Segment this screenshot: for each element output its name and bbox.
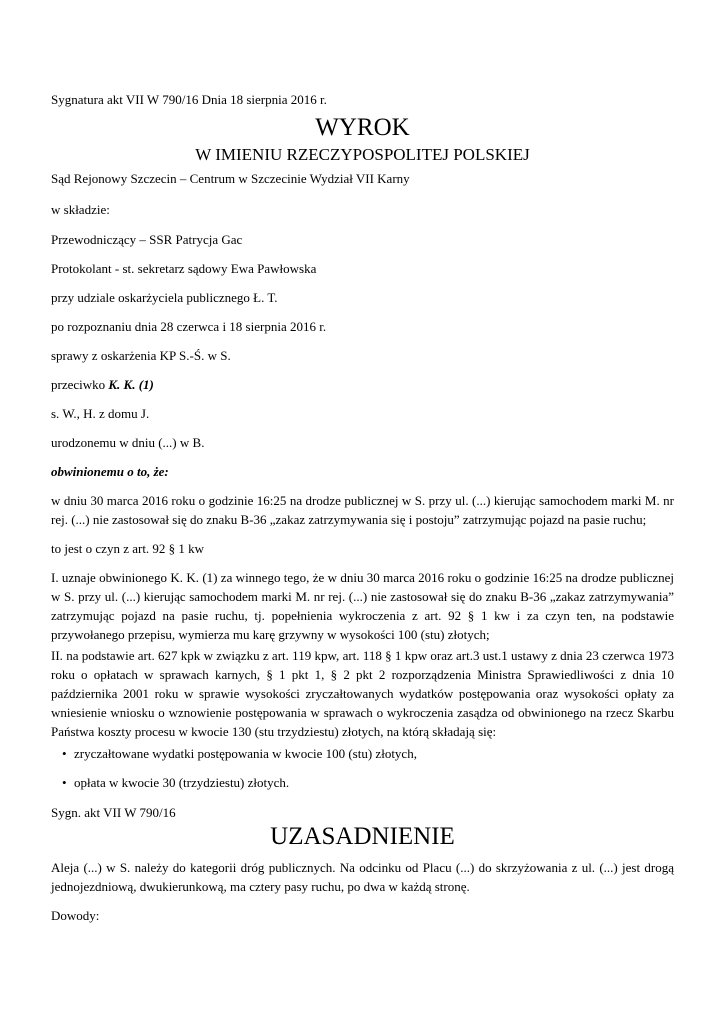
- hearing-line: po rozpoznaniu dnia 28 czerwca i 18 sierpnia 2016 r.: [51, 319, 327, 334]
- justification-case-no: Sygn. akt VII W 790/16: [51, 805, 176, 820]
- parents-line: s. W., H. z domu J.: [51, 406, 150, 421]
- cost-bullet-2: [62, 773, 289, 792]
- signature-line: Sygnatura akt VII W 790/16 Dnia 18 sierpnia 2016 r.: [51, 92, 327, 107]
- charged-label: obwinionemu o to, że:: [51, 464, 169, 479]
- prosecutor-line: przy udziale oskarżyciela publicznego Ł. T.: [51, 290, 278, 305]
- evidence-label: Dowody:: [51, 908, 100, 923]
- verdict-subtitle: W IMIENIU RZECZYPOSPOLITEJ POLSKIEJ: [195, 145, 530, 164]
- bullet-glyph: •: [62, 746, 67, 761]
- verdict-point-1: I. uznaje obwinionego K. K. (1) za winnego tego, że w dniu 30 marca 2016 roku o godzinie 16:25 na drodze publicznej w S. przy ul. (...) kierując samochodem marki M. nr rej. (...) nie zastosował się do znaku B-36 „zakaz zatrzymywania” zatrzymując pojazd na pasie ruchu, tj. popełnienia wykroczenia z art. 92 § 1 kw i za czyn ten, na podstawie przywołanego przepisu, wymierza mu karę grzywny w wysokości 100 (stu) złotych;: [51, 570, 674, 642]
- cost-bullet-1: [62, 744, 417, 763]
- chair-line: Przewodniczący – SSR Patrycja Gac: [51, 232, 243, 247]
- justification-paragraph: Aleja (...) w S. należy do kategorii dróg publicznych. Na odcinku od Placu (...) do skrzyżowania z ul. (...) jest drogą jednojezdniową, dwukierunkową, ma cztery pasy ruchu, po dwa w każdą stronę.: [51, 860, 674, 894]
- composition-label: w składzie:: [51, 202, 110, 217]
- against-prefix: przeciwko: [51, 377, 109, 392]
- bullet-text: opłata w kwocie 30 (trzydziestu) złotych.: [74, 775, 290, 790]
- charge-text: w dniu 30 marca 2016 roku o godzinie 16:25 na drodze publicznej w S. przy ul. (...) kierując samochodem marki M. nr rej. (...) nie zastosował się do znaku B-36 „zakaz zatrzymywania się i postoju” zatrzymując pojazd na pasie ruchu;: [51, 493, 674, 527]
- court-name: Sąd Rejonowy Szczecin – Centrum w Szczecinie Wydział VII Karny: [51, 171, 410, 186]
- justification-title: UZASADNIENIE: [270, 823, 455, 850]
- born-line: urodzonemu w dniu (...) w B.: [51, 435, 205, 450]
- bullet-text: zryczałtowane wydatki postępowania w kwocie 100 (stu) złotych,: [74, 746, 417, 761]
- verdict-point-2: II. na podstawie art. 627 kpk w związku z art. 119 kpw, art. 118 § 1 kpw oraz art.3 ust.1 ustawy z dnia 23 czerwca 1973 roku o opłatach w sprawach karnych, § 1 pkt 1, § 2 pkt 2 rozporządzenia Ministra Sprawiedliwości z dnia 10 października 2001 roku w sprawie wysokości zryczałtowanych wydatków postępowania oraz wysokości opłaty za wniesienie wniosku o wznowienie postępowania w sprawach o wykroczenia zasądza od obwinionego na rzecz Skarbu Państwa koszty procesu w kwocie 130 (stu trzydziestu) złotych, na którą składają się:: [51, 648, 674, 739]
- defendant-name: K. K. (1): [108, 377, 154, 392]
- charge-article: to jest o czyn z art. 92 § 1 kw: [51, 541, 205, 556]
- against-line: [51, 375, 674, 394]
- verdict-title: WYROK: [315, 114, 410, 141]
- clerk-line: Protokolant - st. sekretarz sądowy Ewa Pawłowska: [51, 261, 317, 276]
- case-from-line: sprawy z oskarżenia KP S.-Ś. w S.: [51, 348, 231, 363]
- bullet-glyph: •: [62, 775, 67, 790]
